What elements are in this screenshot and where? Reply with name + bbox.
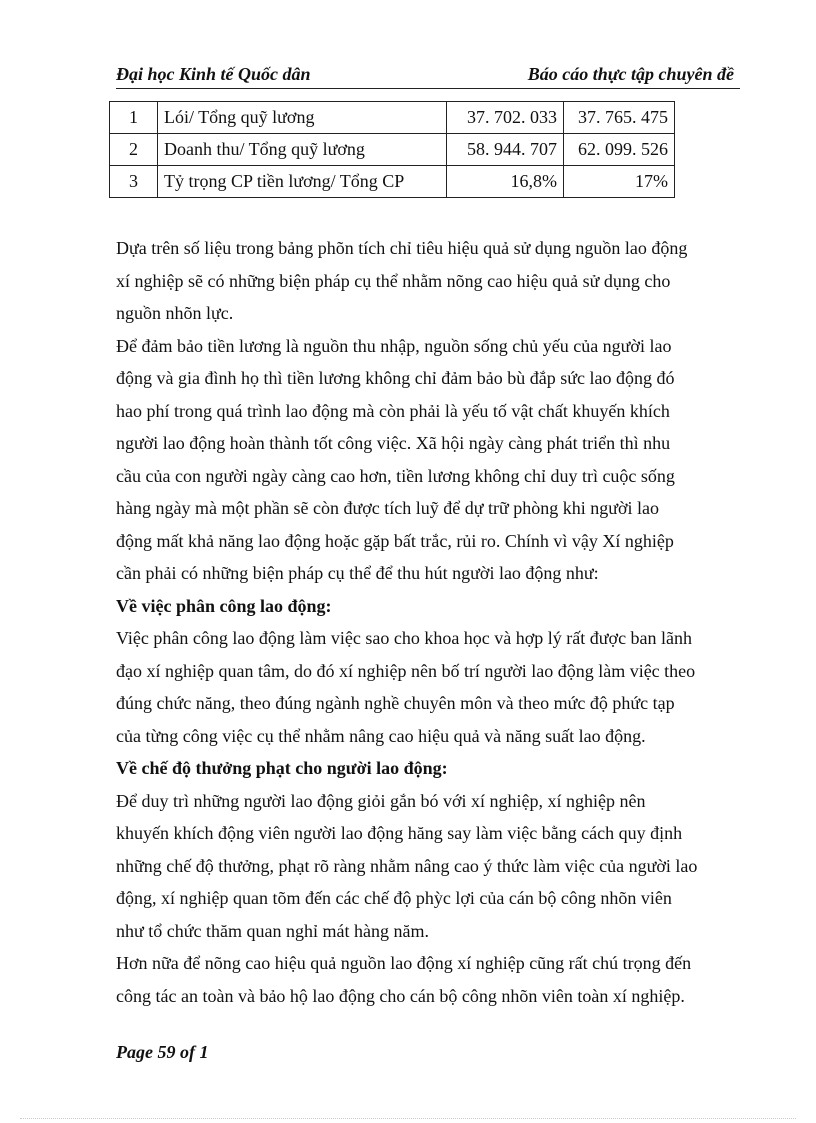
text-line: người lao động hoàn thành tốt công việc. Xã hội ngày càng phát triển thì nhu (116, 433, 671, 453)
text-line: động và gia đình họ thì tiền lương không chỉ đảm bảo bù đắp sức lao động đó (116, 368, 675, 388)
section-heading-reward-policy: Về chế độ thưởng phạt cho người lao động: (116, 758, 448, 778)
text-line: Hơn nữa để nõng cao hiệu quả nguồn lao động xí nghiệp cũng rất chú trọng đến (116, 953, 692, 973)
indicator-value-2: 62. 099. 526 (564, 134, 675, 166)
indicator-label: Lói/ Tổng quỹ lương (158, 102, 447, 134)
indicator-value-1: 37. 702. 033 (447, 102, 564, 134)
text-line: Để đảm bảo tiền lương là nguồn thu nhập, nguồn sống chủ yếu của người lao (116, 335, 672, 356)
body-text (116, 232, 740, 1012)
section-heading-labor-assignment: Về việc phân công lao động: (116, 595, 332, 616)
text-line: công tác an toàn và bảo hộ lao động cho cán bộ công nhõn viên toàn xí nghiệp. (116, 985, 685, 1006)
text-line: Việc phân công lao động làm việc sao cho khoa học và hợp lý rất được ban lãnh (116, 628, 693, 648)
text-line: cần phải có những biện pháp cụ thể để thu hút người lao động như: (116, 563, 599, 583)
text-line: động mất khả năng lao động hoặc gặp bất trắc, rủi ro. Chính vì vậy Xí nghiệp (116, 530, 674, 551)
indicator-label: Tỷ trọng CP tiền lương/ Tổng CP (158, 166, 447, 198)
row-number: 2 (110, 134, 158, 166)
text-line: đúng chức năng, theo đúng ngành nghề chuyên môn và theo mức độ phức tạp (116, 693, 675, 713)
header-university: Đại học Kinh tế Quốc dân (116, 64, 311, 84)
indicator-value-2: 37. 765. 475 (564, 102, 675, 134)
page-bottom-border (20, 1118, 796, 1119)
indicator-label: Doanh thu/ Tổng quỹ lương (158, 134, 447, 166)
table-row (110, 102, 675, 134)
page-header (116, 64, 740, 89)
indicator-value-2: 17% (564, 166, 675, 198)
text-line: đạo xí nghiệp quan tâm, do đó xí nghiệp nên bố trí người lao động làm việc theo (116, 660, 696, 681)
table-row (110, 166, 675, 198)
indicator-value-1: 16,8% (447, 166, 564, 198)
text-line: cầu của con người ngày càng cao hơn, tiền lương không chỉ duy trì cuộc sống (116, 465, 675, 486)
page-number: Page 59 of 1 (116, 1042, 209, 1062)
text-line: hàng ngày mà một phần sẽ còn được tích luỹ để dự trữ phòng khi người lao (116, 498, 659, 518)
indicator-value-1: 58. 944. 707 (447, 134, 564, 166)
text-line: hao phí trong quá trình lao động mà còn phải là yếu tố vật chất khuyến khích (116, 400, 670, 421)
text-line: xí nghiệp sẽ có những biện pháp cụ thể nhằm nõng cao hiệu quả sử dụng cho (116, 270, 671, 291)
table-row (110, 134, 675, 166)
text-line: khuyến khích động viên người lao động hăng say làm việc bằng cách quy định (116, 823, 683, 843)
salary-indicator-table (109, 101, 675, 198)
text-line: như tổ chức thăm quan nghỉ mát hàng năm. (116, 920, 429, 941)
text-line: những chế độ thưởng, phạt rõ ràng nhằm nâng cao ý thức làm việc của người lao (116, 855, 698, 876)
text-line: của từng công việc cụ thể nhằm nâng cao hiệu quả và năng suất lao động. (116, 725, 646, 746)
header-report-title: Báo cáo thực tập chuyên đề (527, 64, 734, 84)
text-line: Dựa trên số liệu trong bảng phõn tích chỉ tiêu hiệu quả sử dụng nguồn lao động (116, 238, 688, 258)
text-line: động, xí nghiệp quan tõm đến các chế độ phỳc lợi của cán bộ công nhõn viên (116, 888, 672, 908)
text-line: nguồn nhõn lực. (116, 303, 234, 323)
row-number: 3 (110, 166, 158, 198)
text-line: Để duy trì những người lao động giỏi gắn bó với xí nghiệp, xí nghiệp nên (116, 790, 646, 811)
row-number: 1 (110, 102, 158, 134)
